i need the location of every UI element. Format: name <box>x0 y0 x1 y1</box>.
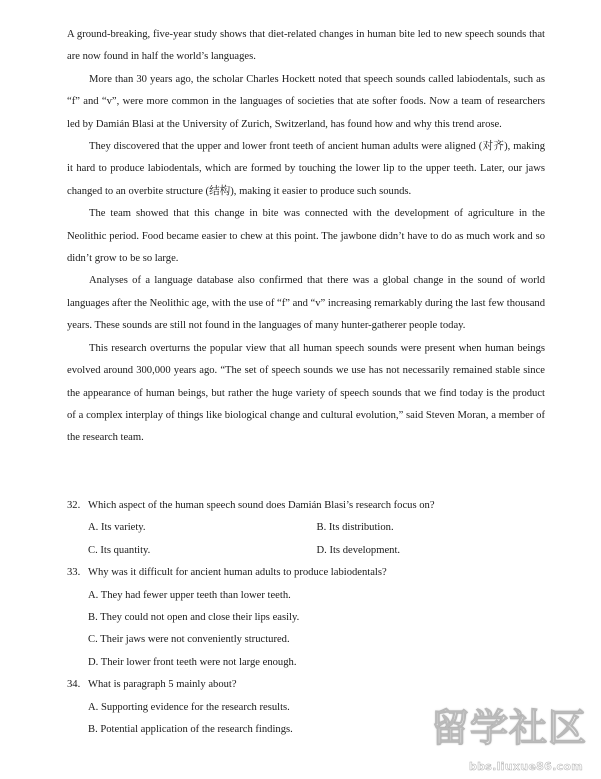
option-b: B. They could not open and close their lips easily. <box>88 612 300 624</box>
question-text: What is paragraph 5 mainly about? <box>88 679 237 691</box>
passage-paragraph-5: Analyses of a language database also confirmed that there was a global change in the sound of world languages after the Neolithic age, with the use of “f” and “v” increasing remarkably during the last few thousand years. These sounds are still not found in the languages of many hunter-gatherer people today. <box>67 275 546 332</box>
option-c: C. Its quantity. <box>88 544 151 556</box>
question-number: 33. <box>67 567 81 579</box>
reading-passage <box>67 24 545 450</box>
option-d: D. Their lower front teeth were not large enough. <box>88 656 297 668</box>
question-32-options-row-1 <box>67 517 545 539</box>
question-number: 34. <box>67 679 81 691</box>
question-text: Which aspect of the human speech sound does Damián Blasi’s research focus on? <box>88 500 435 511</box>
question-number: 32. <box>67 500 81 511</box>
question-34-stem <box>67 674 545 696</box>
option-d: D. Its development. <box>316 544 401 556</box>
passage-paragraph-1: A ground-breaking, five-year study shows that diet-related changes in human bite led to new speech sounds that are now found in half the world’s languages. <box>67 29 545 63</box>
passage-paragraph-4: The team showed that this change in bite was connected with the development of agriculture in the Neolithic period. Food became easier to chew at this point. The jawbone didn’t have to do as much work and so didn’t grow to be so large. <box>67 208 545 265</box>
option-c: C. Their jaws were not conveniently structured. <box>88 634 290 646</box>
option-b: B. Its distribution. <box>316 522 394 534</box>
question-33-stem <box>67 562 545 584</box>
watermark-logo: 留学社区 <box>430 706 587 750</box>
option-a: A. Its variety. <box>88 522 146 534</box>
option-a: A. Supporting evidence for the research results. <box>88 701 290 713</box>
option-b: B. Potential application of the research findings. <box>88 724 293 736</box>
watermark-url: bbs.liuxue86.com <box>468 760 583 773</box>
passage-paragraph-6: This research overturns the popular view that all human speech sounds were present when human beings evolved around 300,000 years ago. “The set of speech sounds we use has not necessarily remained stable since the appearance of human beings, but rather the huge variety of speech sounds that we find today is the product of a complex interplay of things like biological change and cultural evolution,” said Steven Moran, a member of the research team. <box>67 342 545 444</box>
question-text: Why was it difficult for ancient human adults to produce labiodentals? <box>88 567 387 579</box>
option-a: A. They had fewer upper teeth than lower teeth. <box>88 589 291 601</box>
passage-paragraph-3: They discovered that the upper and lower front teeth of ancient human adults were aligned (对齐), making it hard to produce labiodentals, which are formed by touching the lower lip to the upper teeth. Later, our jaws changed to an overbite structure (结构), making it easier to produce such sounds. <box>67 141 545 197</box>
passage-paragraph-2: More than 30 years ago, the scholar Charles Hockett noted that speech sounds called labiodentals, such as “f” and “v”, were more common in the languages of societies that ate softer foods. Now a team of researchers led by Damián Blasi at the University of Zurich, Switzerland, has found how and why this trend arose. <box>67 73 545 130</box>
question-list <box>67 495 545 741</box>
question-32-stem <box>67 495 545 517</box>
question-32-options-row-2 <box>67 540 545 562</box>
